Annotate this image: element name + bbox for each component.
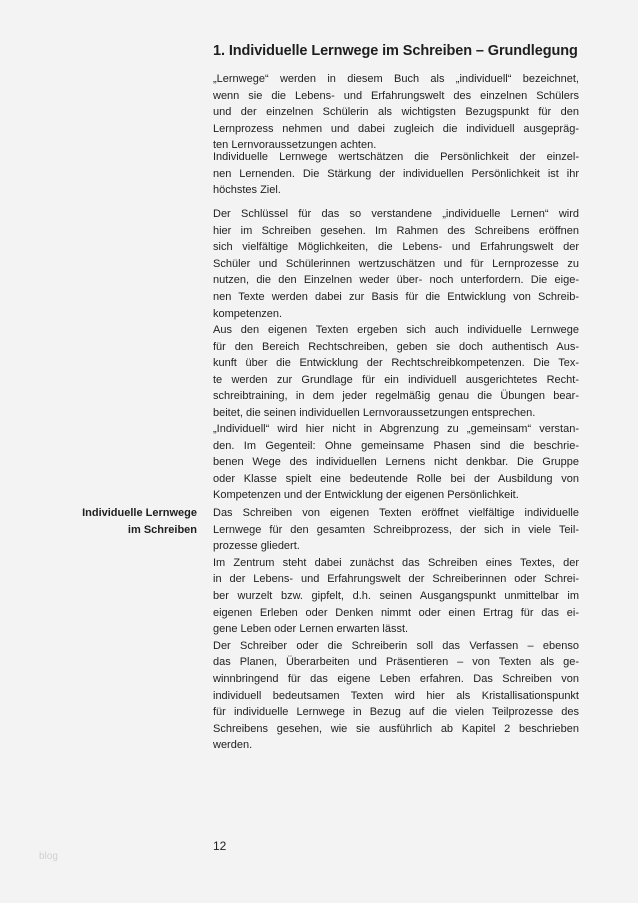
margin-note: [37, 505, 197, 538]
text-line: nutzen, die den Einzelnen weder über- noch unterfordern. Die eige-: [213, 274, 579, 287]
text-line: „Individuell“ wird hier nicht in Abgrenzung zu „gemeinsam“ verstan-: [213, 423, 579, 435]
paragraph-6: [213, 505, 579, 754]
text-line: benen Wege des individuellen Lernens nicht denkbar. Die Gruppe: [213, 456, 579, 469]
text-line: winnbringend für das eigene Leben erfahren. Das Schreiben von: [213, 672, 579, 685]
text-line: oder Klasse spielt eine bedeutende Rolle bei der Ausbildung von: [213, 472, 579, 485]
text-line: beitet, die seinen individuellen Lernvoraussetzungen entsprechen.: [213, 406, 536, 419]
text-line: kunft über die Entwicklung der Rechtschreibkompetenzen. Die Tex-: [213, 357, 579, 370]
text-line: sich vielfältige Möglichkeiten, die Lebens- und Erfahrungswelt der: [213, 241, 579, 254]
text-line: Im Zentrum steht dabei zunächst das Schreiben eines Textes, der: [213, 556, 579, 569]
text-line: werden.: [213, 739, 253, 752]
page-number: 12: [213, 839, 227, 853]
text-line: kompetenzen.: [213, 307, 283, 320]
watermark: blog: [39, 851, 58, 862]
text-line: schreibtraining, in dem jeder regelmäßig genau die Übungen bear-: [213, 390, 579, 403]
text-line: das Planen, Überarbeiten und Präsentieren – von Texten als ge-: [213, 656, 579, 669]
text-line: höchstes Ziel.: [213, 184, 281, 197]
text-line: Schüler und Schülerinnen wertzuschätzen und für Lernprozesse zu: [213, 257, 579, 270]
margin-note-line: im Schreiben: [127, 523, 197, 536]
text-line: gene Leben oder Lernen erwarten lässt.: [213, 623, 409, 636]
text-line: Lernprozess nehmen und dabei zugleich die individuell ausgepräg-: [213, 122, 579, 135]
text-line: prozesse gliedert.: [213, 540, 300, 553]
text-line: ber wurzelt bzw. gipfelt, d.h. seinen Ausgangspunkt unmittelbar im: [213, 589, 579, 602]
text-line: eigenen Erleben oder Denken nimmt oder einen Ertrag für das ei-: [213, 606, 579, 619]
text-line: Kompetenzen und der Entwicklung der eigenen Persönlichkeit.: [213, 489, 519, 502]
paragraph-2: [213, 149, 579, 199]
text-line: Schreibens gesehen, wie sie ausführlich ab Kapitel 2 beschrieben: [213, 722, 579, 735]
text-line: für den Bereich Rechtschreiben, geben sie doch authentisch Aus-: [213, 340, 579, 353]
text-line: hier im Schreiben gesehen. Im Rahmen des Schreibens eröffnen: [213, 224, 579, 237]
section-heading: 1. Individuelle Lernwege im Schreiben – Grundlegung: [213, 43, 578, 59]
text-line: „Lernwege“ werden in diesem Buch als „individuell“ bezeichnet,: [213, 73, 579, 85]
paragraph-3: [213, 206, 579, 322]
text-line: für individuelle Lernwege in Bezug auf die vielen Teilprozesse des: [213, 706, 579, 719]
text-line: ten Lernvoraussetzungen achten.: [213, 139, 377, 152]
paragraph-4: [213, 322, 579, 422]
text-line: Der Schreiber oder die Schreiberin soll das Verfassen – ebenso: [213, 639, 579, 652]
text-line: und der einzelnen Schülerin als wichtigsten Bezugspunkt für den: [213, 106, 579, 119]
text-line: Der Schlüssel für das so verstandene „individuelle Lernen“ wird: [213, 208, 579, 220]
paragraph-5: [213, 421, 579, 504]
text-line: Individuelle Lernwege wertschätzen die Persönlichkeit der einzel-: [213, 151, 579, 163]
text-line: Das Schreiben von eigenen Texten eröffnet vielfältige individuelle: [213, 507, 579, 519]
text-line: Aus den eigenen Texten ergeben sich auch individuelle Lernwege: [213, 324, 579, 336]
text-line: in der Lebens- und Erfahrungswelt der Schreiberinnen oder Schrei-: [213, 573, 579, 586]
paragraph-1: [213, 71, 579, 154]
text-line: te werden zur Grundlage für ein individuell ausgerichtetes Recht-: [213, 373, 579, 386]
text-line: Lernwege für den gesamten Schreibprozess, der sich in viele Teil-: [213, 523, 579, 536]
text-line: den. Im Gegenteil: Ohne gemeinsame Phasen sind die beschrie-: [213, 439, 579, 452]
text-line: nen Lernenden. Die Stärkung der individuellen Persönlichkeit ist ihr: [213, 167, 579, 180]
margin-note-line: Individuelle Lernwege: [82, 507, 197, 519]
text-line: wenn sie die Lebens- und Erfahrungswelt des einzelnen Schülers: [213, 89, 579, 102]
text-line: nen Texte werden dabei zur Basis für die Entwicklung von Schreib-: [213, 290, 579, 303]
text-line: individuell bedeutsamen Texten wird hier als Kristallisationspunkt: [213, 689, 579, 702]
